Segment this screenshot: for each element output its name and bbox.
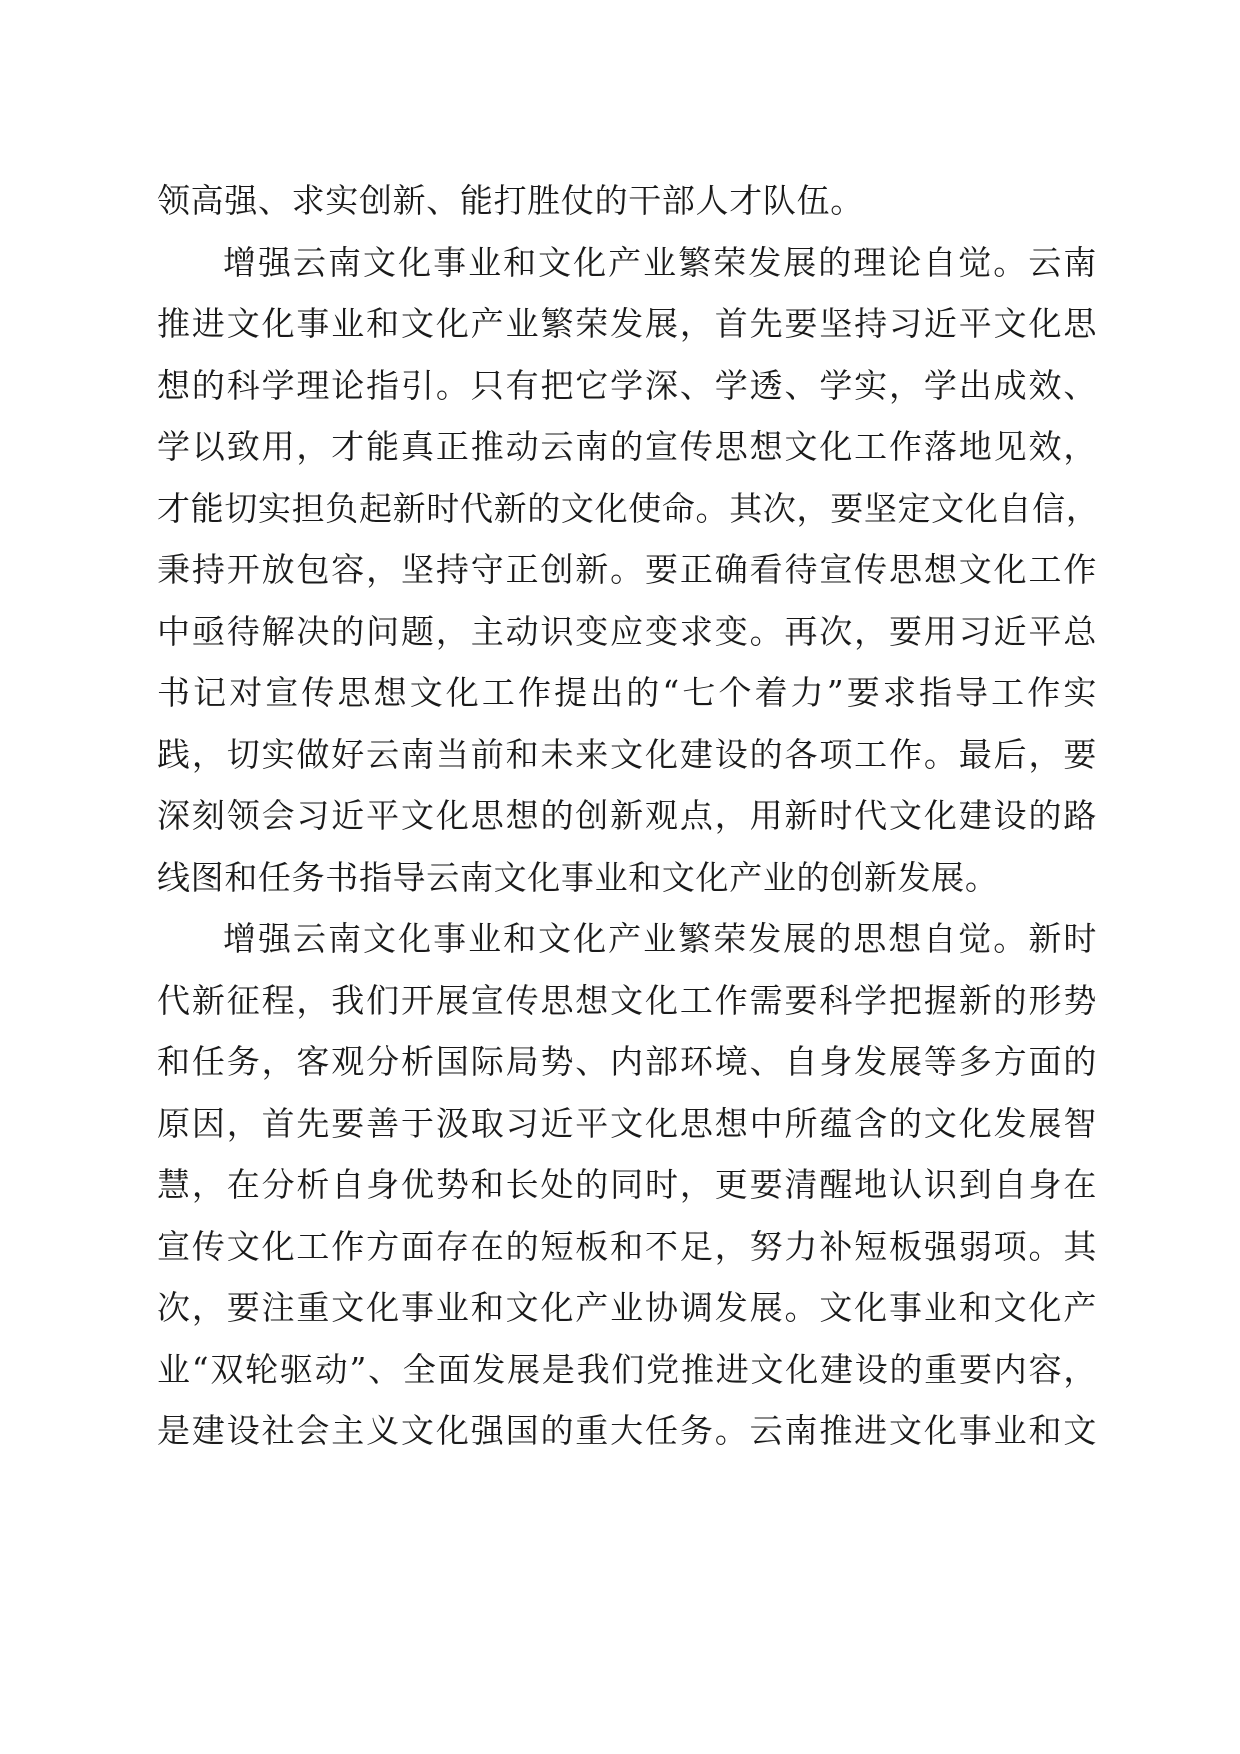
text-line: 和任务，客观分析国际局势、内部环境、自身发展等多方面的 xyxy=(157,1042,1097,1081)
text-line: 推进文化事业和文化产业繁荣发展，首先要坚持习近平文化思 xyxy=(157,304,1097,343)
text-line: 宣传文化工作方面存在的短板和不足，努力补短板强弱项。其 xyxy=(157,1226,1097,1266)
text-line: 践，切实做好云南当前和未来文化建设的各项工作。最后，要 xyxy=(157,734,1097,774)
text-line: 深刻领会习近平文化思想的创新观点，用新时代文化建设的路 xyxy=(157,796,1097,835)
text-line: 中亟待解决的问题，主动识变应变求变。再次，要用习近平总 xyxy=(157,611,1097,651)
text-line: 秉持开放包容，坚持守正创新。要正确看待宣传思想文化工作 xyxy=(157,550,1097,589)
paragraph-first-line: 增强云南文化事业和文化产业繁荣发展的理论自觉。云南 xyxy=(223,242,1097,282)
body-text xyxy=(157,170,1100,1462)
text-line: 慧，在分析自身优势和长处的同时，更要清醒地认识到自身在 xyxy=(157,1165,1097,1204)
text-line: 想的科学理论指引。只有把它学深、学透、学实，学出成效、 xyxy=(157,365,1097,405)
text-line: 是建设社会主义文化强国的重大任务。云南推进文化事业和文 xyxy=(157,1411,1097,1450)
paragraph-first-line: 增强云南文化事业和文化产业繁荣发展的思想自觉。新时 xyxy=(223,919,1097,958)
text-line: 代新征程，我们开展宣传思想文化工作需要科学把握新的形势 xyxy=(157,980,1097,1020)
text-line: 学以致用，才能真正推动云南的宣传思想文化工作落地见效， xyxy=(157,427,1097,466)
text-line: 次，要注重文化事业和文化产业协调发展。文化事业和文化产 xyxy=(157,1288,1097,1327)
text-line: 领高强、求实创新、能打胜仗的干部人才队伍。 xyxy=(157,181,864,220)
text-line: 线图和任务书指导云南文化事业和文化产业的创新发展。 xyxy=(157,857,999,897)
text-line: 业“双轮驱动”、全面发展是我们党推进文化建设的重要内容， xyxy=(157,1349,1097,1389)
text-line: 才能切实担负起新时代新的文化使命。其次，要坚定文化自信， xyxy=(157,488,1100,528)
text-line: 原因，首先要善于汲取习近平文化思想中所蕴含的文化发展智 xyxy=(157,1103,1097,1143)
text-line: 书记对宣传思想文化工作提出的“七个着力”要求指导工作实 xyxy=(157,673,1097,712)
